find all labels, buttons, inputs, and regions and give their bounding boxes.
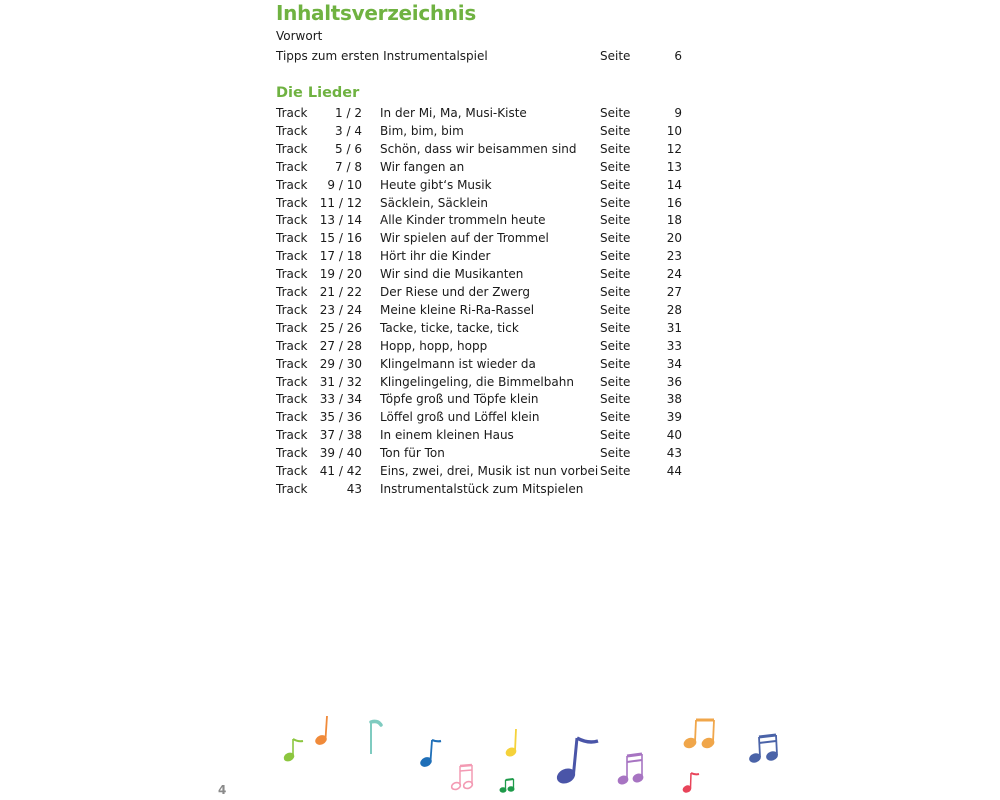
page-ref: 33 [666, 338, 682, 353]
toc-entry[interactable] [276, 247, 696, 265]
page-ref: 14 [666, 177, 682, 192]
seite-label: Seite [600, 195, 631, 210]
toc-entry[interactable] [276, 480, 696, 498]
track-label: Track [276, 285, 308, 299]
track-numbers: 31 / 32 [319, 374, 362, 389]
track-numbers: 9 / 10 [327, 177, 362, 192]
seite-label: Seite [600, 159, 631, 174]
track-label: Track [276, 249, 308, 264]
song-title: Hopp, hopp, hopp [380, 338, 488, 353]
page-ref: 23 [666, 249, 682, 264]
page-ref: 28 [666, 302, 682, 317]
toc-entry[interactable] [276, 158, 696, 176]
track-numbers: 19 / 20 [319, 267, 362, 282]
music-note-icon [683, 720, 715, 749]
track-label: Track [276, 302, 308, 317]
song-title: Säcklein, Säcklein [380, 195, 488, 210]
track-numbers: 15 / 16 [319, 231, 362, 246]
song-title: In der Mi, Ma, Musi-Kiste [380, 106, 527, 120]
page-ref: 9 [674, 106, 682, 120]
toc-entry[interactable] [276, 426, 696, 444]
toc-entry[interactable] [276, 301, 696, 319]
toc-entry[interactable] [276, 229, 696, 247]
seite-label: Seite [600, 285, 631, 299]
track-numbers: 3 / 4 [335, 123, 362, 138]
song-title: Meine kleine Ri-Ra-Rassel [380, 302, 535, 317]
track-numbers: 17 / 18 [319, 249, 362, 264]
page-ref: 34 [666, 356, 682, 371]
song-title: Heute gibt‘s Musik [380, 177, 492, 192]
toc-entry[interactable] [276, 355, 696, 373]
track-numbers: 25 / 26 [319, 320, 362, 335]
seite-label: Seite [600, 231, 631, 246]
track-label: Track [276, 106, 308, 120]
track-label: Track [276, 213, 308, 228]
toc-entry[interactable] [276, 337, 696, 355]
page-ref: 20 [666, 231, 682, 246]
track-label: Track [276, 231, 308, 246]
track-numbers: 39 / 40 [319, 446, 362, 461]
toc-entry[interactable] [276, 104, 696, 122]
seite-label: Seite [600, 302, 631, 317]
seite-label: Seite [600, 106, 631, 120]
song-title: Bim, bim, bim [380, 123, 464, 138]
page-ref: 44 [666, 464, 682, 478]
page-ref: 27 [666, 285, 682, 299]
track-label: Track [276, 338, 308, 353]
seite-label: Seite [600, 446, 631, 461]
toc-entry[interactable] [276, 444, 696, 462]
music-notes-decoration [0, 700, 1000, 800]
seite-label: Seite [600, 141, 631, 156]
toc-entry[interactable] [276, 283, 696, 301]
track-label: Track [276, 392, 308, 407]
song-title: Hört ihr die Kinder [380, 249, 491, 264]
track-numbers: 11 / 12 [319, 195, 362, 210]
seite-label: Seite [600, 428, 631, 443]
page-ref: 38 [666, 392, 682, 407]
seite-label: Seite [600, 410, 631, 425]
toc-title: Inhaltsverzeichnis [276, 1, 476, 25]
seite-label: Seite [600, 338, 631, 353]
song-title: Schön, dass wir beisammen sind [380, 141, 577, 156]
seite-label: Seite [600, 392, 631, 407]
page-ref: 39 [666, 410, 682, 425]
song-title: In einem kleinen Haus [380, 428, 514, 443]
track-label: Track [276, 177, 308, 192]
track-numbers: 13 / 14 [319, 213, 362, 228]
track-label: Track [276, 267, 308, 282]
page-ref: 31 [666, 320, 682, 335]
toc-entry[interactable] [276, 194, 696, 212]
seite-label: Seite [600, 374, 631, 389]
toc-entry[interactable] [276, 140, 696, 158]
music-note-icon [682, 773, 699, 793]
track-label: Track [276, 428, 308, 443]
track-numbers: 35 / 36 [319, 410, 362, 425]
page-ref: 36 [666, 374, 682, 389]
song-title: Töpfe groß und Töpfe klein [380, 392, 539, 407]
song-title: Wir fangen an [380, 159, 465, 174]
song-title: Klingelmann ist wieder da [380, 356, 536, 371]
seite-label: Seite [600, 320, 631, 335]
page-ref: 43 [666, 446, 682, 461]
song-title: Ton für Ton [380, 446, 445, 461]
seite-label: Seite [600, 123, 631, 138]
track-numbers: 41 / 42 [319, 464, 362, 478]
music-note-icon [314, 716, 327, 746]
intro-text: Tipps zum ersten Instrumentalspiel [276, 49, 488, 63]
song-title: Eins, zwei, drei, Musik ist nun vorbei [380, 464, 599, 478]
song-title: Klingelingeling, die Bimmelbahn [380, 374, 574, 389]
page-ref: 16 [666, 195, 682, 210]
song-title: Instrumentalstück zum Mitspielen [380, 481, 584, 496]
page-number: 4 [218, 783, 227, 797]
track-numbers: 5 / 6 [335, 141, 362, 156]
toc-entry[interactable] [276, 390, 696, 408]
music-note-icon [451, 765, 474, 791]
track-label: Track [276, 464, 308, 478]
seite-label: Seite [600, 249, 631, 264]
music-note-icon [748, 735, 778, 764]
track-label: Track [276, 410, 308, 425]
track-numbers: 23 / 24 [319, 302, 362, 317]
song-title: Alle Kinder trommeln heute [380, 213, 546, 228]
music-note-icon [555, 738, 598, 786]
toc-entry[interactable] [276, 176, 696, 194]
toc-entry[interactable] [276, 408, 696, 426]
toc-entry[interactable] [276, 319, 696, 337]
track-label: Track [276, 123, 308, 138]
toc-entry[interactable] [276, 211, 696, 229]
page-ref: 13 [666, 159, 682, 174]
track-label: Track [276, 446, 308, 461]
toc-entry[interactable] [276, 462, 696, 480]
toc-entry[interactable] [276, 265, 696, 283]
seite-label: Seite [600, 213, 631, 228]
section-title: Die Lieder [276, 85, 360, 101]
seite-label: Seite [600, 49, 631, 63]
toc-entry[interactable] [276, 122, 696, 140]
seite-label: Seite [600, 267, 631, 282]
music-note-icon [505, 729, 517, 758]
song-title: Tacke, ticke, tacke, tick [380, 320, 519, 335]
intro-text: Vorwort [276, 29, 323, 43]
track-numbers: 27 / 28 [319, 338, 362, 353]
intro-row-foreword[interactable] [276, 27, 696, 45]
music-note-icon [371, 721, 381, 754]
track-label: Track [276, 481, 308, 496]
track-label: Track [276, 356, 308, 371]
intro-row-tips[interactable] [276, 47, 696, 65]
song-title: Wir sind die Musikanten [380, 267, 524, 282]
song-title: Wir spielen auf der Trommel [380, 231, 549, 246]
track-label: Track [276, 195, 308, 210]
song-title: Der Riese und der Zwerg [380, 285, 531, 299]
track-numbers: 37 / 38 [319, 428, 362, 443]
track-numbers: 33 / 34 [319, 392, 362, 407]
page-ref: 24 [666, 267, 682, 282]
track-numbers: 1 / 2 [335, 106, 362, 120]
track-numbers: 21 / 22 [319, 285, 362, 299]
page-ref: 18 [666, 213, 682, 228]
track-label: Track [276, 141, 308, 156]
seite-label: Seite [600, 464, 631, 478]
page-ref: 6 [674, 49, 682, 63]
track-numbers: 29 / 30 [319, 356, 362, 371]
track-numbers: 43 [346, 481, 362, 496]
toc-entry[interactable] [276, 373, 696, 391]
music-note-icon [283, 739, 303, 762]
page-ref: 10 [666, 123, 682, 138]
track-numbers: 7 / 8 [335, 159, 362, 174]
seite-label: Seite [600, 177, 631, 192]
music-note-icon [617, 754, 644, 785]
music-note-icon [500, 779, 514, 792]
track-label: Track [276, 374, 308, 389]
seite-label: Seite [600, 356, 631, 371]
page-ref: 12 [666, 141, 682, 156]
music-note-icon [419, 740, 441, 768]
song-title: Löffel groß und Löffel klein [380, 410, 540, 425]
page-ref: 40 [666, 428, 682, 443]
track-label: Track [276, 320, 308, 335]
track-label: Track [276, 159, 308, 174]
